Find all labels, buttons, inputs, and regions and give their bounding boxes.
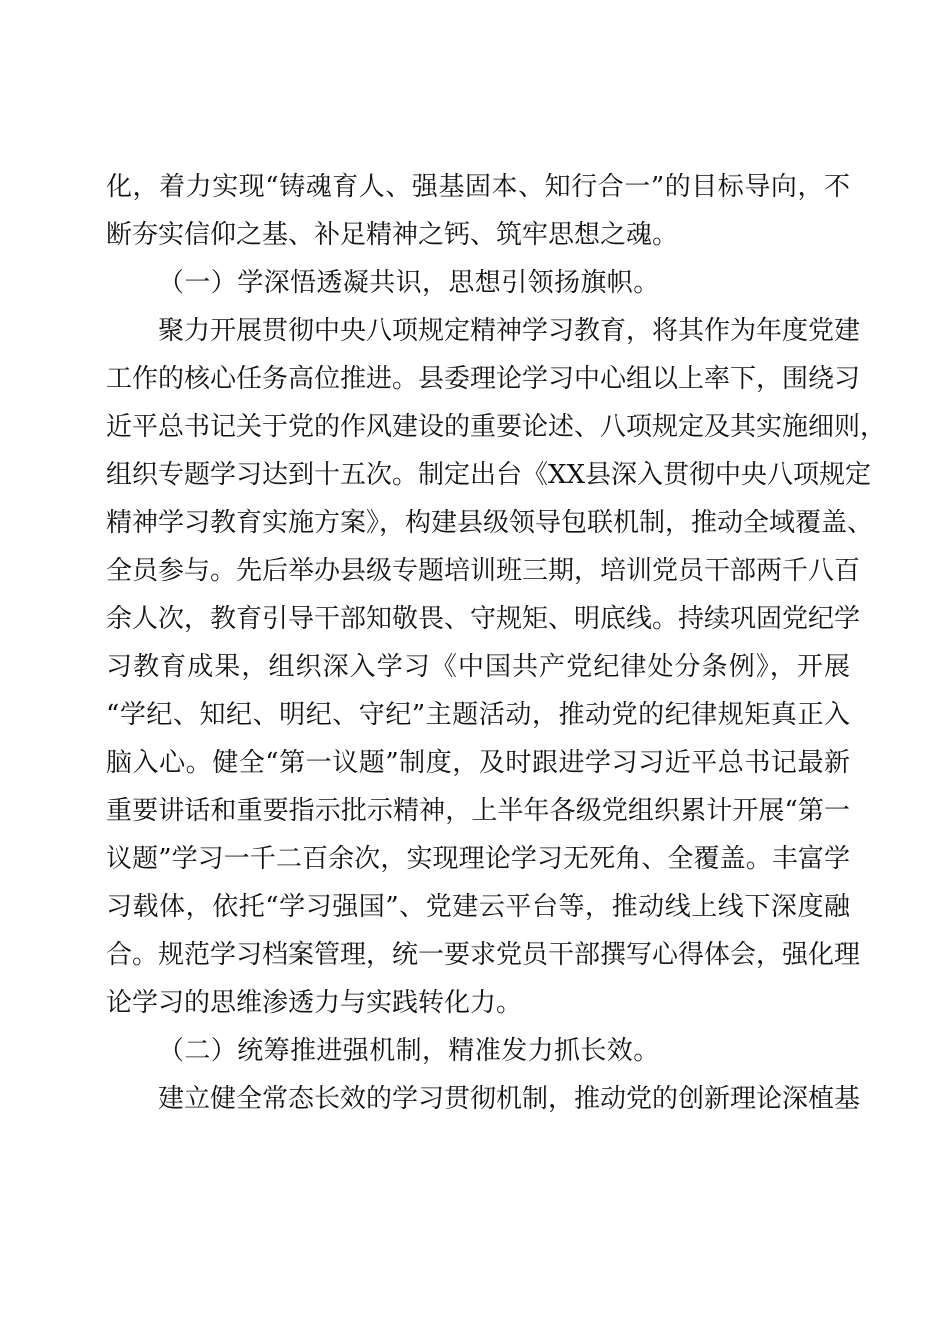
body-text-line: 建立健全常态长效的学习贯彻机制，推动党的创新理论深植基	[158, 1084, 861, 1114]
body-text-line: 论学习的思维渗透力与实践转化力。	[106, 988, 523, 1018]
body-text-line: 习载体，依托“学习强国”、党建云平台等，推动线上线下深度融	[106, 892, 850, 922]
body-text-line: 工作的核心任务高位推进。县委理论学习中心组以上率下，围绕习	[106, 364, 861, 394]
body-text-line: 重要讲话和重要指示批示精神，上半年各级党组织累计开展“第一	[106, 796, 850, 826]
body-text-line: 组织专题学习达到十五次。制定出台《XX县深入贯彻中央八项规定	[106, 460, 872, 490]
section-heading-1: （一）学深悟透凝共识，思想引领扬旗帜。	[158, 268, 660, 298]
section-heading-2: （二）统筹推进强机制，精准发力抓长效。	[158, 1036, 660, 1066]
body-text-line: 余人次，教育引导干部知敬畏、守规矩、明底线。持续巩固党纪学	[106, 604, 861, 634]
body-text-line: 精神学习教育实施方案》，构建县级领导包联机制，推动全域覆盖、	[106, 508, 874, 538]
body-text-line: “学纪、知纪、明纪、守纪”主题活动，推动党的纪律规矩真正入	[106, 700, 850, 730]
body-text-line: 近平总书记关于党的作风建设的重要论述、八项规定及其实施细则，	[106, 412, 887, 442]
body-text-line: 合。规范学习档案管理，统一要求党员干部撰写心得体会，强化理	[106, 940, 861, 970]
body-text-line: 断夯实信仰之基、补足精神之钙、筑牢思想之魂。	[106, 220, 679, 250]
body-text-line: 习教育成果，组织深入学习《中国共产党纪律处分条例》，开展	[106, 652, 850, 682]
body-text-line: 全员参与。先后举办县级专题培训班三期，培训党员干部两千八百	[106, 556, 861, 586]
body-text-line: 聚力开展贯彻中央八项规定精神学习教育，将其作为年度党建	[158, 316, 861, 346]
body-text-line: 议题”学习一千二百余次，实现理论学习无死角、全覆盖。丰富学	[106, 844, 850, 874]
body-text-line: 化，着力实现“铸魂育人、强基固本、知行合一”的目标导向，不	[106, 172, 850, 202]
body-text-line: 脑入心。健全“第一议题”制度，及时跟进学习习近平总书记最新	[106, 748, 850, 778]
